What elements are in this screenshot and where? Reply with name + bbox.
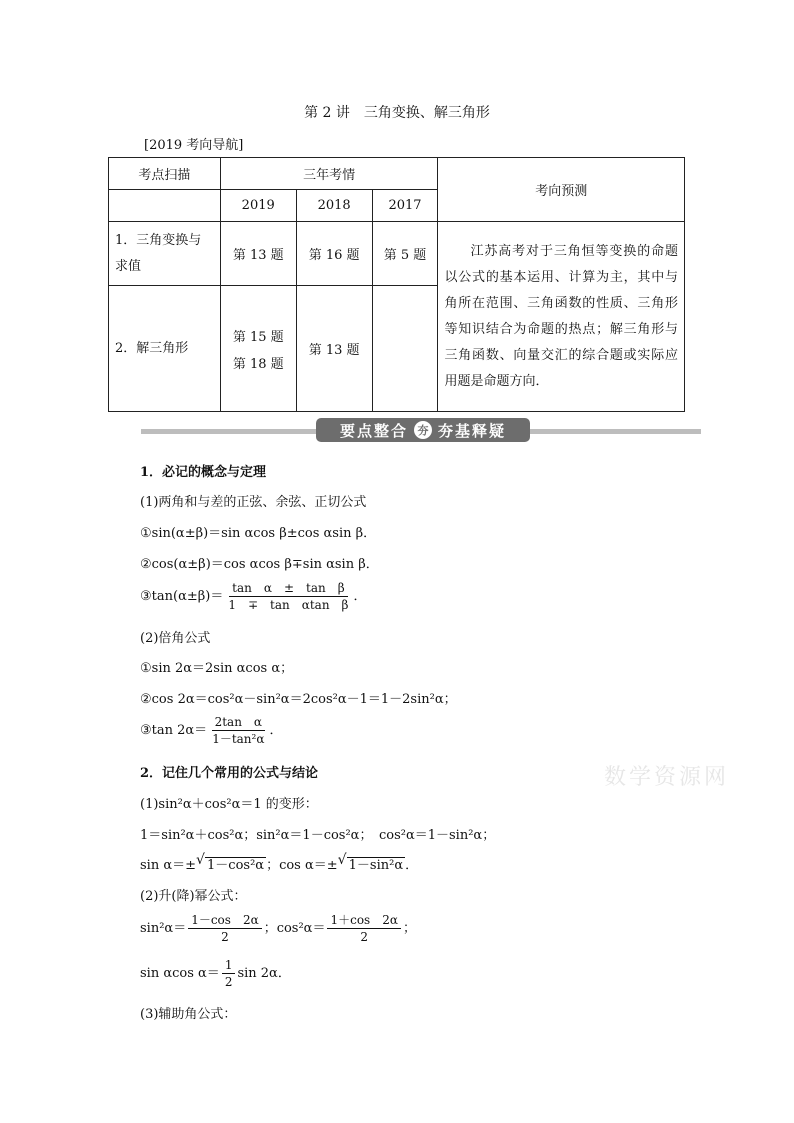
row2-2019-line2: 第 18 题 [232, 356, 284, 372]
formula-sin-sum: ①sin(α±β)＝sin αcos β±cos αsin β． [140, 526, 377, 541]
formula-tan-sum-fraction [225, 580, 351, 613]
section-banner [316, 418, 530, 442]
section-2-paragraph-1: (1)sin²α＋cos²α＝1 的变形： [140, 797, 318, 812]
formula-sin-double: ①sin 2α＝2sin αcos α； [140, 661, 294, 676]
section-2-paragraph-3: (3)辅助角公式： [140, 1007, 237, 1022]
formula-product-fraction [222, 957, 236, 990]
row1-topic [109, 222, 221, 286]
formula-tan-sum-numerator: tan α ± tan β [229, 580, 348, 597]
formula-tan-double-denominator: 1－tan²α [212, 732, 265, 746]
section-1-title: 1．必记的概念与定理 [140, 465, 267, 480]
header-year-2019: 2019 [220, 190, 296, 222]
formula-tan-double-lhs: ③tan 2α＝ [140, 723, 208, 738]
row2-topic: 2．解三角形 [109, 286, 221, 412]
banner-left-text: 要点整合 [339, 421, 408, 440]
formula-cos-sq-fraction [327, 912, 400, 945]
header-topic-scan: 考点扫描 [109, 158, 221, 190]
formula-cos-sq-numerator: 1＋cos 2α [327, 912, 400, 929]
formula-product-denominator: 2 [224, 975, 233, 989]
formula-cos-sq-denominator: 2 [360, 930, 369, 944]
formula-tan-double-end: ． [269, 723, 283, 738]
header-prediction: 考向预测 [438, 158, 685, 222]
row1-2018: 第 16 题 [296, 222, 372, 286]
row1-topic-line2: 求值 [115, 258, 142, 274]
formula-sin-cos-product [140, 957, 291, 990]
section-2-title: 2．记住几个常用的公式与结论 [140, 766, 319, 781]
header-year-2018: 2018 [296, 190, 372, 222]
watermark: 数学资源网 [604, 765, 730, 790]
formula-cos-double: ②cos 2α＝cos²α－sin²α＝2cos²α－1＝1－2sin²α； [140, 692, 457, 707]
prediction-paragraph: 江苏高考对于三角恒等变换的命题以公式的基本运用、计算为主，其中与角所在范围、三角函数的性质、三角形等知识结合为命题的热点；解三角形与三角函数、向量交汇的综合题或实际应用题是命题方向． [444, 243, 678, 389]
formula-tan-sum-denominator: 1 ∓ tan αtan β [228, 598, 349, 612]
row1-2017: 第 5 题 [372, 222, 438, 286]
row2-2017 [372, 286, 438, 412]
formula-tan-sum-lhs: ③tan(α±β)＝ [140, 589, 224, 604]
formula-tan-double-numerator: 2tan α [212, 714, 265, 731]
formula-cos-sq-lhs: ；cos²α＝ [263, 921, 326, 936]
section-2-paragraph-2: (2)升(降)幂公式： [140, 889, 247, 904]
header-three-years: 三年考情 [220, 158, 438, 190]
formula-product-lhs: sin αcos α＝ [140, 966, 220, 981]
formula-power-reduction [140, 912, 416, 945]
banner-right-text: 夯基释疑 [438, 421, 507, 440]
header-year-2017: 2017 [372, 190, 438, 222]
banner-badge-icon: 夯 [414, 421, 432, 439]
row1-topic-line1: 1．三角变换与 [115, 232, 202, 248]
row2-2018: 第 13 题 [296, 286, 372, 412]
row2-2019-line1: 第 15 题 [232, 329, 284, 345]
formula-sin-sq-lhs: sin²α＝ [140, 921, 187, 936]
formula-sin-sq-numerator: 1－cos 2α [188, 912, 261, 929]
section-1-paragraph-2: (2)倍角公式 [140, 631, 211, 646]
sqrt-icon [196, 854, 266, 873]
page-title: 第 2 讲 三角变换、解三角形 [304, 105, 490, 121]
formula-pythagorean-variants: 1＝sin²α＋cos²α；sin²α＝1－cos²α； cos²α＝1－sin²α； [140, 828, 496, 843]
formula-tan-double-fraction [209, 714, 267, 747]
exam-table [108, 157, 685, 412]
formula-product-numerator: 1 [222, 957, 236, 974]
row2-2019 [220, 286, 296, 412]
formula-cos-sum: ②cos(α±β)＝cos αcos β∓sin αsin β． [140, 557, 379, 572]
formula-tan-sum-end: ． [353, 589, 367, 604]
formula-sin-sq-denominator: 2 [221, 930, 229, 944]
header-empty-cell [109, 190, 221, 222]
formula-sin-sqrt-lhs: sin α＝± [140, 858, 197, 873]
formula-tan-double [140, 714, 282, 747]
sqrt-icon [338, 854, 405, 873]
formula-cos-sqrt-radicand: 1－sin²α [348, 858, 404, 873]
formula-sqrt-end: ． [405, 858, 419, 873]
formula-power-reduction-end: ； [402, 921, 416, 936]
formula-sin-sq-fraction [188, 912, 261, 945]
row1-2019: 第 13 题 [220, 222, 296, 286]
formula-tan-sum [140, 580, 367, 613]
formula-cos-sqrt-lhs: ；cos α＝± [266, 858, 338, 873]
formula-sqrt-variants [140, 854, 418, 873]
formula-product-rhs: sin 2α． [237, 966, 291, 981]
prediction-text [438, 222, 685, 412]
section-1-paragraph-1: (1)两角和与差的正弦、余弦、正切公式 [140, 495, 367, 510]
formula-sin-sqrt-radicand: 1－cos²α [207, 858, 265, 873]
guide-label: [2019 考向导航] [144, 138, 244, 153]
